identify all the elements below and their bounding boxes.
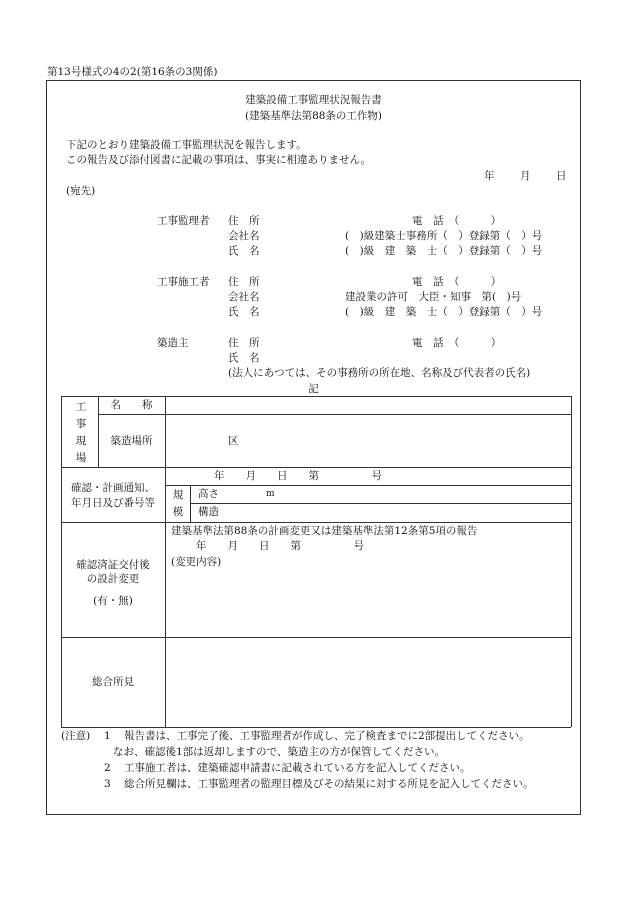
date-year-label: 年 bbox=[484, 170, 495, 182]
site-char-2: 事 bbox=[75, 418, 87, 430]
opinion-field[interactable] bbox=[170, 642, 565, 722]
height-unit: m bbox=[266, 489, 275, 499]
form-subtitle: (建築基準法第88条の工作物) bbox=[244, 110, 383, 122]
owner-name-label: 氏 名 bbox=[228, 352, 260, 364]
table-label-divider bbox=[165, 396, 166, 727]
owner-phone: 電 話 （ ） bbox=[412, 337, 502, 349]
owner-address-label: 住 所 bbox=[228, 337, 260, 349]
contractor-name-label: 氏 名 bbox=[228, 306, 260, 318]
addressee-label: (宛先) bbox=[66, 185, 96, 197]
supervisor-heading: 工事監理者 bbox=[157, 215, 210, 227]
change-content-label: (変更内容) bbox=[171, 556, 222, 568]
location-field[interactable] bbox=[170, 418, 565, 463]
ki-marker: 記 bbox=[308, 383, 319, 395]
change-text-2: 年 月 日 第 号 bbox=[196, 540, 364, 552]
location-label: 築造場所 bbox=[110, 435, 153, 447]
supervisor-name-label: 氏 名 bbox=[228, 245, 260, 257]
supervisor-company-label: 会社名 bbox=[228, 230, 260, 242]
name-row-line bbox=[98, 414, 571, 415]
intro-line-2: この報告及び添付図書に記載の事項は、事実に相違ありません。 bbox=[66, 154, 372, 166]
contractor-heading: 工事施工者 bbox=[157, 276, 210, 288]
date-day-label: 日 bbox=[556, 170, 567, 182]
supervisor-architect-registration: ( )級 建 築 士（ ）登録第（ ）号 bbox=[345, 245, 543, 257]
opinion-label: 総合所見 bbox=[92, 676, 134, 688]
scale-char-2: 模 bbox=[172, 506, 184, 518]
table-right-line bbox=[571, 396, 572, 727]
supervisor-phone: 電 話 （ ） bbox=[412, 215, 502, 227]
site-char-3: 現 bbox=[75, 435, 87, 447]
height-label: 高さ bbox=[198, 488, 219, 500]
contractor-address-label: 住 所 bbox=[228, 276, 260, 288]
change-has-or-not: (有・無) bbox=[93, 595, 133, 607]
notes-label: (注意) bbox=[61, 730, 91, 742]
note-3-text: 総合所見欄は、工事監理者の監理目標及びその結果に対する所見を記入してください。 bbox=[124, 778, 534, 790]
structure-label: 構造 bbox=[198, 506, 219, 518]
name-label: 名 称 bbox=[110, 399, 153, 411]
change-label-2: の設計変更 bbox=[86, 573, 140, 585]
table-bottom-line bbox=[61, 727, 571, 728]
owner-heading: 築造主 bbox=[157, 337, 189, 349]
note-1-number: 1 bbox=[104, 730, 111, 742]
contractor-license: 建設業の許可 大臣・知事 第( )号 bbox=[345, 291, 522, 303]
contractor-company-label: 会社名 bbox=[228, 291, 260, 303]
note-1-line-1: 報告書は、工事完了後、工事監理者が作成し、完了検査までに2部提出してください。 bbox=[124, 730, 530, 742]
site-section-line bbox=[61, 467, 571, 468]
height-row-line bbox=[190, 503, 571, 504]
confirm-section-line bbox=[61, 522, 571, 523]
owner-note: (法人にあつては、その事務所の所在地、名称及び代表者の氏名) bbox=[228, 367, 531, 379]
form-number: 第13号様式の4の2(第16条の3関係) bbox=[47, 66, 218, 78]
note-1-line-2: なお、確認後1部は返却しますので、築造主の方が保管してください。 bbox=[113, 746, 445, 758]
contractor-phone: 電 話 （ ） bbox=[412, 276, 502, 288]
confirm-label-2: 年月日及び番号等 bbox=[71, 497, 155, 509]
confirm-date-number: 年 月 日 第 号 bbox=[214, 470, 382, 482]
form-title: 建築設備工事監理状況報告書 bbox=[245, 94, 382, 106]
date-month-label: 月 bbox=[520, 170, 531, 182]
note-3-number: 3 bbox=[104, 778, 111, 790]
note-2-number: 2 bbox=[104, 762, 111, 774]
supervisor-office-registration: ( )級建築士事務所（ ）登録第（ ）号 bbox=[345, 230, 543, 242]
change-text-1: 建築基準法第88条の計画変更又は建築基準法第12条第5項の報告 bbox=[171, 525, 478, 537]
change-section-line bbox=[61, 637, 571, 638]
scale-char-1: 規 bbox=[172, 489, 184, 501]
note-2-text: 工事施工者は、建築確認申請書に記載されている方を記入してください。 bbox=[124, 762, 471, 774]
supervisor-address-label: 住 所 bbox=[228, 215, 260, 227]
name-field[interactable] bbox=[170, 399, 565, 412]
site-char-4: 場 bbox=[75, 452, 87, 464]
contractor-architect-registration: ( )級 建 築 士（ ）登録第（ ）号 bbox=[345, 306, 543, 318]
site-char-1: 工 bbox=[75, 401, 87, 413]
location-ward: 区 bbox=[228, 435, 239, 447]
table-top-line bbox=[61, 396, 571, 397]
intro-line-1: 下記のとおり建築設備工事監理状況を報告します。 bbox=[66, 139, 307, 151]
change-label-1: 確認済証交付後 bbox=[76, 559, 150, 571]
confirm-date-line bbox=[165, 485, 571, 486]
confirm-label-1: 確認・計画通知、 bbox=[71, 482, 155, 494]
